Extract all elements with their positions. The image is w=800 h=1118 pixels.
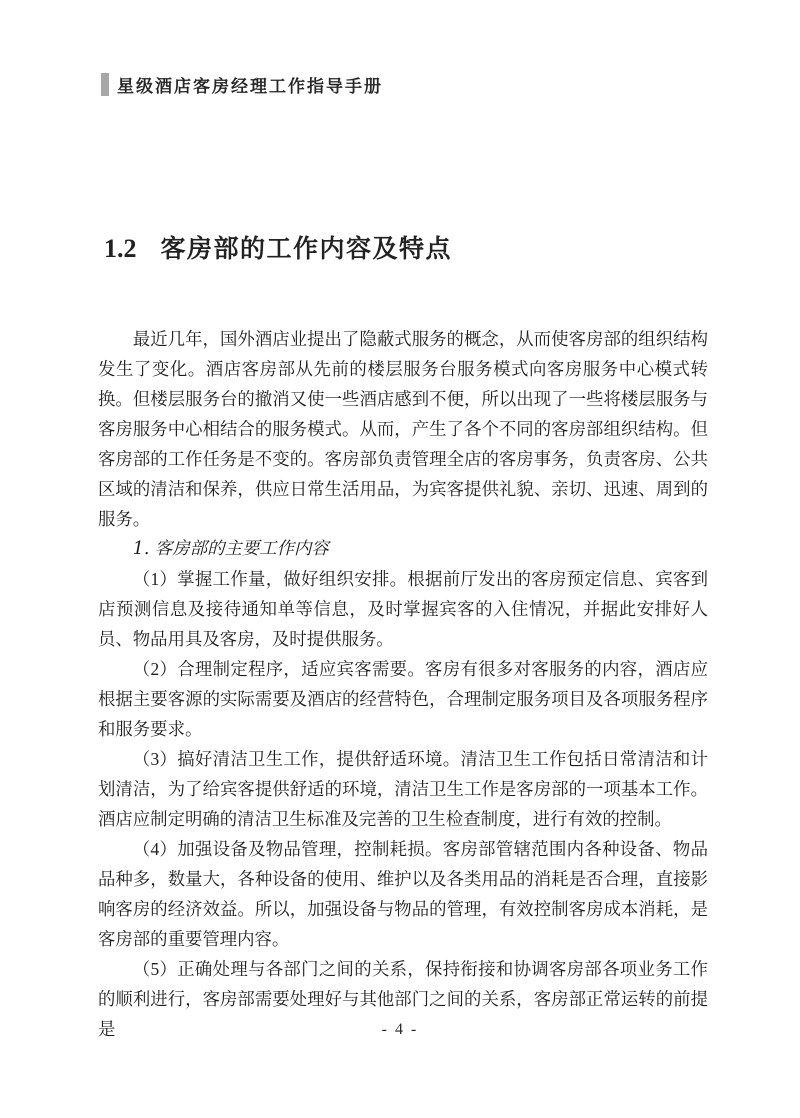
section-title: 客房部的工作内容及特点 (160, 235, 453, 263)
body-text (98, 324, 708, 1044)
paragraph-item-3: （3）搞好清洁卫生工作，提供舒适环境。清洁卫生工作包括日常清洁和计划清洁，为了给宾客提供舒适的环境，清洁卫生工作是客房部的一项基本工作。酒店应制定明确的清洁卫生标准及完善的卫生检查制度，进行有效的控制。 (98, 749, 708, 829)
section-heading (104, 229, 452, 265)
page-number: - 4 - (381, 1021, 419, 1038)
paragraph-item-2: （2）合理制定程序，适应宾客需要。客房有很多对客服务的内容，酒店应根据主要客源的实际需要及酒店的经营特色，合理制定服务项目及各项服务程序和服务要求。 (98, 659, 708, 739)
paragraph-item-1: （1）掌握工作量，做好组织安排。根据前厅发出的客房预定信息、宾客到店预测信息及接待通知单等信息，及时掌握宾客的入住情况，并据此安排好人员、物品用具及客房，及时提供服务。 (98, 569, 708, 649)
subheading-main-work-content: 1. 客房部的主要工作内容 (132, 539, 329, 559)
paragraph-item-4: （4）加强设备及物品管理，控制耗损。客房部管辖范围内各种设备、物品品种多，数量大，各种设备的使用、维护以及各类用品的消耗是否合理，直接影响客房的经济效益。所以，加强设备与物品的管理，有效控制客房成本消耗，是客房部的重要管理内容。 (98, 839, 708, 949)
running-head (101, 72, 383, 97)
paragraph-item-5: （5）正确处理与各部门之间的关系，保持衔接和协调客房部各项业务工作的顺利进行，客房部需要处理好与其他部门之间的关系，客房部正常运转的前提是 (98, 959, 708, 1039)
paragraph-intro: 最近几年，国外酒店业提出了隐蔽式服务的概念，从而使客房部的组织结构发生了变化。酒店客房部从先前的楼层服务台服务模式向客房服务中心模式转换。但楼层服务台的撤消又使一些酒店感到不便，所以出现了一些将楼层服务与客房服务中心相结合的服务模式。从而，产生了各个不同的客房部组织结构。但客房部的工作任务是不变的。客房部负责管理全店的客房事务，负责客房、公共区域的清洁和保养，供应日常生活用品，为宾客提供礼貌、亲切、迅速、周到的服务。 (98, 329, 708, 529)
running-head-title: 星级酒店客房经理工作指导手册 (117, 77, 383, 96)
header-bar-decoration (101, 73, 109, 96)
section-number: 1.2 (104, 234, 137, 263)
page-footer (0, 1021, 800, 1039)
